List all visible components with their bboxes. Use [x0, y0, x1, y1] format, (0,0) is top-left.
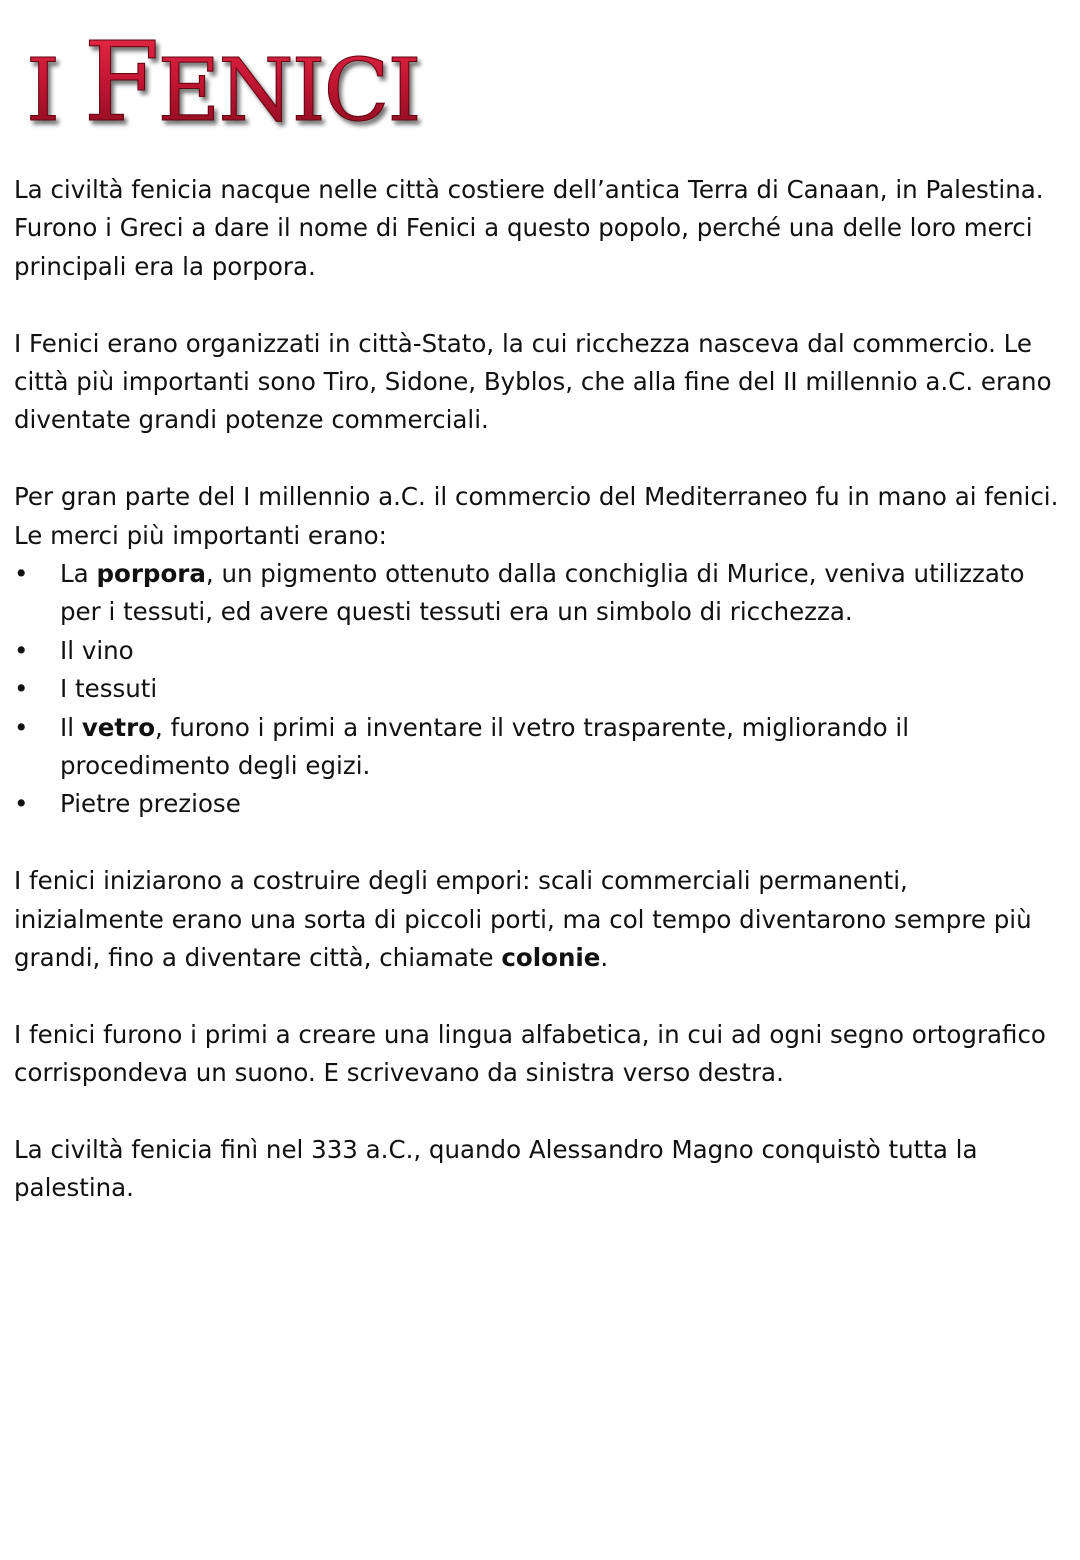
paragraph-alphabet: I fenici furono i primi a creare una lingua alfabetica, in cui ad ogni segno ortografico corrispondeva un suono. E scrivevano da sinistra verso destra.	[14, 1019, 1046, 1088]
list-item-prefix: Il	[60, 712, 82, 742]
list-item-bold: vetro	[81, 712, 156, 742]
list-item-bold: porpora	[96, 559, 206, 589]
list-item-prefix: La	[60, 559, 97, 589]
list-item: • Pietre preziose	[14, 785, 1064, 823]
paragraph-city-states: I Fenici erano organizzati in città-Stato, la cui ricchezza nasceva dal commercio. Le città più importanti sono Tiro, Sidone, Byblos, che alla fine del II millennio a.C. erano diventate grandi potenze commerciali.	[14, 328, 1052, 435]
list-item: • I tessuti	[14, 670, 1064, 708]
document-body	[14, 171, 1064, 1208]
paragraph-end: La civiltà fenicia finì nel 333 a.C., quando Alessandro Magno conquistò tutta la palestina.	[14, 1135, 978, 1203]
paragraph-punct: .	[600, 943, 609, 973]
paragraph-colonies	[14, 862, 1064, 977]
goods-list	[14, 555, 1064, 824]
list-item-text: , un pigmento ottenuto dalla conchiglia di Murice, veniva utilizzato per i tessuti, ed avere questi tessuti era un simbolo di ricchezza.	[60, 559, 1025, 627]
title-cap-letter: F	[83, 18, 158, 146]
paragraph-bold: colonie	[501, 943, 601, 973]
list-item-text: , furono i primi a inventare il vetro trasparente, migliorando il procedimento degli egizi.	[60, 712, 910, 781]
paragraph-text: I fenici iniziarono a costruire degli empori: scali commerciali permanenti, inizialmente erano una sorta di piccoli porti, ma col tempo diventarono sempre più grandi, fino a diventare città, chiamate	[14, 866, 1032, 973]
paragraph-commerce: Per gran parte del I millennio a.C. il commercio del Mediterraneo fu in mano ai fenici. Le merci più importanti erano:	[14, 482, 1059, 550]
list-item: • Il vino	[14, 632, 1064, 670]
title-text	[26, 18, 420, 151]
title-first-letter: I	[26, 41, 58, 141]
paragraph-origins: La civiltà fenicia nacque nelle città costiere dell’antica Terra di Canaan, in Palestina. Furono i Greci a dare il nome di Fenici a questo popolo, perché una delle loro merci principali era la porpora.	[14, 175, 1044, 281]
paragraph-gap	[14, 440, 1064, 478]
page-title	[26, 18, 420, 146]
paragraph-gap	[14, 1093, 1064, 1131]
paragraph-gap	[14, 977, 1064, 1015]
paragraph-gap	[14, 286, 1064, 324]
paragraph-gap	[14, 824, 1064, 862]
list-item	[14, 709, 1064, 786]
list-item	[14, 555, 1064, 632]
title-rest: ENICI	[157, 41, 420, 141]
